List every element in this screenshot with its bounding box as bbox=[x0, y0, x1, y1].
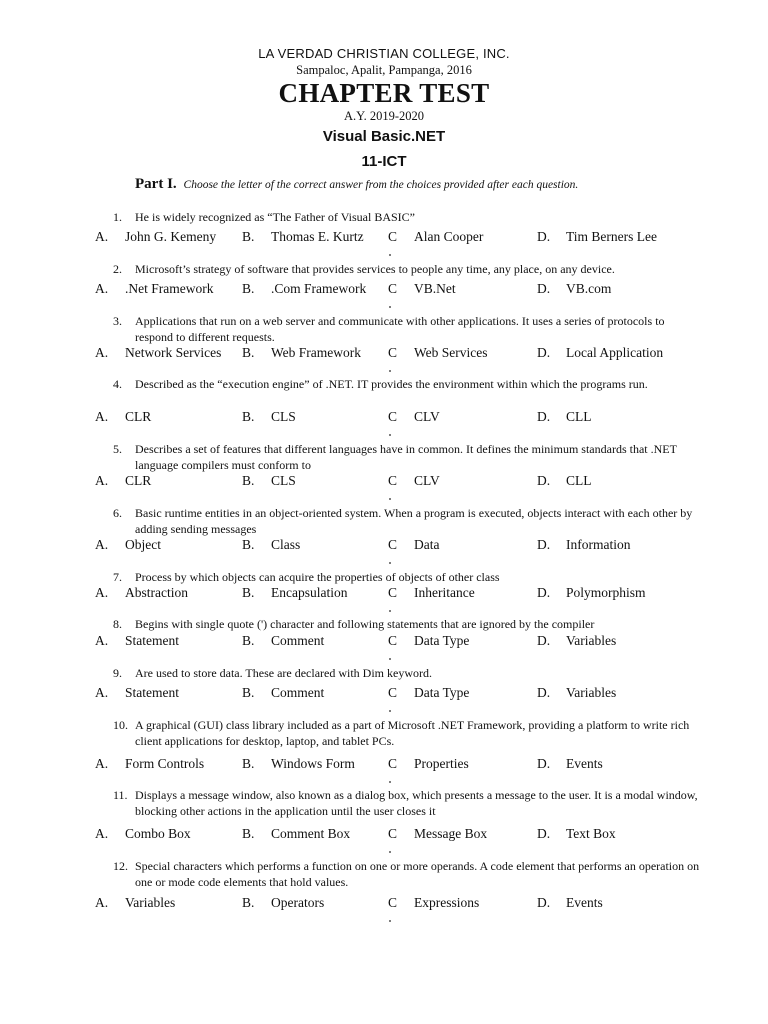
choice-letter: B. bbox=[242, 229, 255, 244]
choice-letter: C bbox=[388, 756, 398, 771]
choice-letter: A. bbox=[95, 685, 109, 700]
choice-text: Variables bbox=[566, 685, 617, 700]
choice-letter: A. bbox=[95, 345, 109, 360]
choice-text: Thomas E. Kurtz bbox=[271, 229, 364, 244]
question-stem bbox=[113, 570, 705, 586]
choice-text: Statement bbox=[125, 685, 179, 700]
choice-text: .Net Framework bbox=[125, 281, 214, 296]
choice-text: CLS bbox=[271, 409, 296, 424]
school-name: LA VERDAD CHRISTIAN COLLEGE, INC. bbox=[258, 46, 510, 61]
academic-year: A.Y. 2019-2020 bbox=[344, 109, 424, 123]
choice-text: VB.com bbox=[566, 281, 612, 296]
choice-letter: C bbox=[388, 537, 398, 552]
choice-letter: B. bbox=[242, 633, 255, 648]
stray-dot bbox=[389, 710, 391, 712]
question-text: Described as the “execution engine” of .NET. IT provides the environment within which the programs run. bbox=[135, 377, 648, 391]
page-title: CHAPTER TEST bbox=[278, 78, 490, 108]
question-number: 5. bbox=[113, 442, 122, 456]
school-address: Sampaloc, Apalit, Pampanga, 2016 bbox=[296, 63, 472, 77]
choice-letter: D. bbox=[537, 633, 551, 648]
choice-letter: A. bbox=[95, 409, 109, 424]
stray-dot bbox=[389, 434, 391, 436]
choice-text: Tim Berners Lee bbox=[566, 229, 657, 244]
choice-letter: A. bbox=[95, 473, 109, 488]
choice-letter: A. bbox=[95, 537, 109, 552]
choice-letter: B. bbox=[242, 685, 255, 700]
choice-text: Encapsulation bbox=[271, 585, 348, 600]
choice-text: CLL bbox=[566, 473, 592, 488]
choice-letter: D. bbox=[537, 537, 551, 552]
choice-text: Properties bbox=[414, 756, 469, 771]
question-stem bbox=[113, 617, 705, 633]
question-stem bbox=[113, 210, 705, 226]
choice-letter: D. bbox=[537, 281, 551, 296]
choice-text: Windows Form bbox=[271, 756, 355, 771]
choice-letter: C bbox=[388, 826, 398, 841]
choice-letter: B. bbox=[242, 473, 255, 488]
choice-text: Form Controls bbox=[125, 756, 205, 771]
choice-letter: B. bbox=[242, 409, 255, 424]
choice-letter: C bbox=[388, 633, 398, 648]
choice-text: .Com Framework bbox=[271, 281, 367, 296]
choice-letter: B. bbox=[242, 281, 255, 296]
stray-dot bbox=[389, 920, 391, 922]
choice-text: CLL bbox=[566, 409, 592, 424]
choice-text: CLR bbox=[125, 473, 152, 488]
question-number: 12. bbox=[113, 859, 128, 873]
question-text: He is widely recognized as “The Father of Visual BASIC” bbox=[135, 210, 415, 224]
choice-text: CLS bbox=[271, 473, 296, 488]
question-text: Displays a message window, also known as a dialog box, which presents a message to the user. It is a modal window, blocking other actions in the application until the user closes it bbox=[135, 788, 698, 818]
choice-letter: C bbox=[388, 895, 398, 910]
choice-text: Abstraction bbox=[125, 585, 188, 600]
choice-letter: D. bbox=[537, 895, 551, 910]
choice-letter: D. bbox=[537, 826, 551, 841]
choice-text: Information bbox=[566, 537, 631, 552]
question-number: 1. bbox=[113, 210, 122, 224]
stray-dot bbox=[389, 306, 391, 308]
choice-letter: D. bbox=[537, 473, 551, 488]
choice-letter: D. bbox=[537, 585, 551, 600]
choice-text: Data Type bbox=[414, 685, 470, 700]
question-text: Begins with single quote (') character and following statements that are ignored by the compiler bbox=[135, 617, 595, 631]
choice-text: Variables bbox=[566, 633, 617, 648]
choice-text: Events bbox=[566, 756, 603, 771]
choice-text: VB.Net bbox=[414, 281, 456, 296]
question-text: Basic runtime entities in an object-oriented system. When a program is executed, objects interact with each other by adding sending messages bbox=[135, 506, 693, 536]
question-stem bbox=[113, 666, 705, 682]
choice-letter: C bbox=[388, 409, 398, 424]
choice-text: Comment bbox=[271, 633, 325, 648]
choice-text: Operators bbox=[271, 895, 325, 910]
grade-section: 11-ICT bbox=[361, 153, 407, 170]
choice-text: Web Framework bbox=[271, 345, 362, 360]
choice-letter: D. bbox=[537, 409, 551, 424]
choice-letter: B. bbox=[242, 345, 255, 360]
question-stem bbox=[113, 718, 705, 749]
question-number: 4. bbox=[113, 377, 122, 391]
choice-letter: C bbox=[388, 281, 398, 296]
question-text: Process by which objects can acquire the properties of objects of other class bbox=[135, 570, 500, 584]
choice-text: Web Services bbox=[414, 345, 488, 360]
question-text: Are used to store data. These are declared with Dim keyword. bbox=[135, 666, 433, 680]
stray-dot bbox=[389, 610, 391, 612]
question-stem bbox=[113, 788, 705, 819]
choice-text: CLR bbox=[125, 409, 152, 424]
choice-text: Class bbox=[271, 537, 301, 552]
choice-text: Comment bbox=[271, 685, 325, 700]
question-number: 3. bbox=[113, 314, 122, 328]
choice-letter: A. bbox=[95, 281, 109, 296]
question-number: 8. bbox=[113, 617, 122, 631]
question-stem bbox=[113, 262, 705, 278]
stray-dot bbox=[389, 254, 391, 256]
stray-dot bbox=[389, 498, 391, 500]
question-stem bbox=[113, 506, 705, 537]
part-label: Part I. bbox=[135, 176, 177, 192]
stray-dot bbox=[389, 370, 391, 372]
question-text: Applications that run on a web server and communicate with other applications. It uses a series of protocols to respond to different requests. bbox=[135, 314, 665, 344]
choice-text: Network Services bbox=[125, 345, 222, 360]
choice-letter: C bbox=[388, 473, 398, 488]
choice-text: Comment Box bbox=[271, 826, 351, 841]
choice-letter: C bbox=[388, 685, 398, 700]
choice-text: Local Application bbox=[566, 345, 664, 360]
choice-letter: D. bbox=[537, 345, 551, 360]
question-number: 9. bbox=[113, 666, 122, 680]
part-instruction-text: Choose the letter of the correct answer from the choices provided after each question. bbox=[183, 179, 579, 191]
stray-dot bbox=[389, 658, 391, 660]
question-number: 7. bbox=[113, 570, 122, 584]
choice-letter: A. bbox=[95, 756, 109, 771]
choice-letter: C bbox=[388, 345, 398, 360]
choice-letter: B. bbox=[242, 537, 255, 552]
choice-text: Events bbox=[566, 895, 603, 910]
question-number: 11. bbox=[113, 788, 128, 802]
part-instructions bbox=[135, 176, 755, 193]
question-stem bbox=[113, 859, 705, 890]
question-stem bbox=[113, 377, 705, 393]
question-number: 10. bbox=[113, 718, 128, 732]
choice-letter: A. bbox=[95, 826, 109, 841]
choice-text: Data Type bbox=[414, 633, 470, 648]
choice-text: Variables bbox=[125, 895, 176, 910]
choice-text: Data bbox=[414, 537, 440, 552]
choice-letter: D. bbox=[537, 685, 551, 700]
subject-title: Visual Basic.NET bbox=[322, 128, 446, 145]
choice-text: John G. Kemeny bbox=[125, 229, 217, 244]
question-stem bbox=[113, 442, 705, 473]
question-number: 2. bbox=[113, 262, 122, 276]
choice-letter: C bbox=[388, 229, 398, 244]
choice-letter: A. bbox=[95, 895, 109, 910]
question-stem bbox=[113, 314, 705, 345]
question-text: A graphical (GUI) class library included as a part of Microsoft .NET Framework, providing a platform to write rich client applications for desktop, laptop, and tablet PCs. bbox=[135, 718, 690, 748]
choice-text: Message Box bbox=[414, 826, 488, 841]
stray-dot bbox=[389, 781, 391, 783]
choice-text: Statement bbox=[125, 633, 179, 648]
stray-dot bbox=[389, 562, 391, 564]
choice-letter: D. bbox=[537, 229, 551, 244]
question-number: 6. bbox=[113, 506, 122, 520]
choice-letter: B. bbox=[242, 826, 255, 841]
question-text: Microsoft’s strategy of software that provides services to people any time, any place, on any device. bbox=[135, 262, 615, 276]
choice-text: Object bbox=[125, 537, 161, 552]
choice-letter: A. bbox=[95, 585, 109, 600]
choice-text: Expressions bbox=[414, 895, 480, 910]
choice-text: Polymorphism bbox=[566, 585, 646, 600]
question-text: Describes a set of features that different languages have in common. It defines the minimum standards that .NET language compilers must conform to bbox=[135, 442, 677, 472]
choice-letter: B. bbox=[242, 895, 255, 910]
choice-text: CLV bbox=[414, 409, 440, 424]
choice-letter: D. bbox=[537, 756, 551, 771]
choice-letter: B. bbox=[242, 585, 255, 600]
choice-text: CLV bbox=[414, 473, 440, 488]
choice-text: Text Box bbox=[566, 826, 616, 841]
choice-text: Combo Box bbox=[125, 826, 191, 841]
choice-text: Inheritance bbox=[414, 585, 475, 600]
choice-letter: A. bbox=[95, 633, 109, 648]
choice-text: Alan Cooper bbox=[414, 229, 484, 244]
stray-dot bbox=[389, 851, 391, 853]
question-text: Special characters which performs a function on one or more operands. A code element that performs an operation on one or mode code elements that hold values. bbox=[135, 859, 700, 889]
choice-letter: C bbox=[388, 585, 398, 600]
choice-letter: A. bbox=[95, 229, 109, 244]
choice-letter: B. bbox=[242, 756, 255, 771]
